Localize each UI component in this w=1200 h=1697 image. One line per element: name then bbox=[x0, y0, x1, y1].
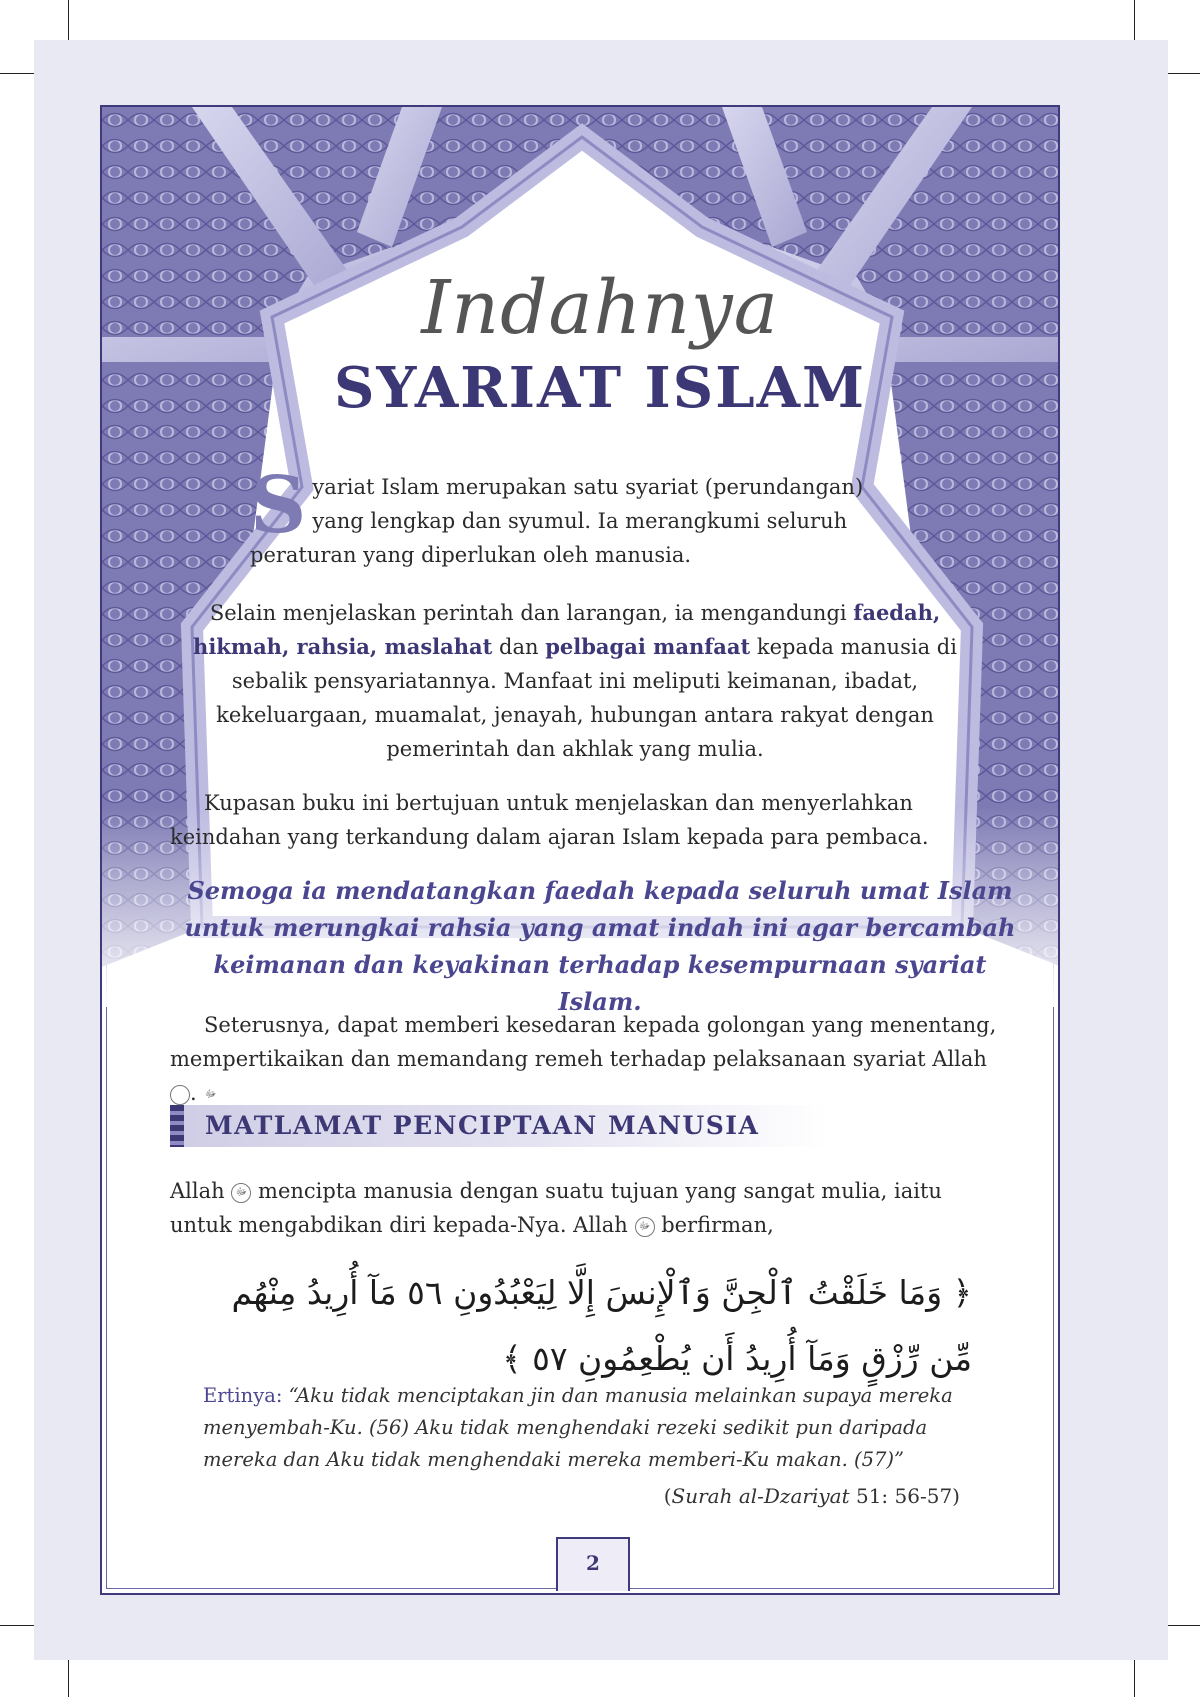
crop-mark bbox=[1134, 0, 1135, 40]
source-ref: 51: 56-57) bbox=[849, 1484, 960, 1508]
paragraph-purpose bbox=[170, 786, 1000, 854]
allah-honorific-icon: ﷻ bbox=[231, 1183, 251, 1203]
section-heading: MATLAMAT PENCIPTAAN MANUSIA bbox=[205, 1111, 760, 1140]
paragraph-benefits-mid: dan bbox=[499, 635, 539, 659]
paragraph-creation-a: Allah bbox=[170, 1179, 225, 1203]
crop-mark bbox=[68, 1657, 69, 1697]
page-title-main: SYARIAT ISLAM bbox=[333, 355, 867, 421]
crop-mark bbox=[1134, 1657, 1135, 1697]
translation-label: Ertinya: bbox=[203, 1384, 283, 1407]
paragraph-benefits-after: kepada manusia di sebalik pensyariatannya. Manfaat ini meliputi keimanan, ibadat, kekeluargaan, muamalat, jenayah, hubungan antara rakyat dengan pemerintah dan akhlak yang mulia. bbox=[216, 635, 957, 761]
verse-source bbox=[664, 1484, 960, 1508]
drop-cap: S bbox=[250, 460, 307, 551]
section-heading-marker bbox=[170, 1105, 184, 1147]
highlight-manfaat: pelbagai manfaat bbox=[545, 634, 751, 659]
crop-mark bbox=[68, 0, 69, 40]
intro-paragraph bbox=[250, 460, 910, 572]
paragraph-benefits bbox=[190, 596, 960, 766]
paragraph-purpose-text: Kupasan buku ini bertujuan untuk menjelaskan dan menyerlahkan keindahan yang terkandung dalam ajaran Islam kepada para pembaca. bbox=[170, 791, 929, 849]
paragraph-creation-b: mencipta manusia dengan suatu tujuan yang sangat mulia, iaitu untuk mengabdikan diri kepada-Nya. Allah bbox=[170, 1179, 942, 1237]
page-title-script: Indahnya bbox=[421, 265, 779, 351]
highlight-quote: Semoga ia mendatangkan faedah kepada seluruh umat Islam untuk merungkai rahsia yang amat indah ini agar bercambah keimanan dan keyakinan terhadap kesempurnaan syariat Islam. bbox=[184, 876, 1016, 1016]
paragraph-awareness bbox=[170, 1008, 1010, 1110]
verse-translation bbox=[203, 1380, 963, 1476]
translation-text: “Aku tidak menciptakan jin dan manusia melainkan supaya mereka menyembah-Ku. (56) Aku tidak menghendaki rezeki sedikit pun daripada mereka dan Aku tidak menghendaki mereka memberi-Ku makan. (57)” bbox=[203, 1384, 953, 1471]
source-surah: Surah al-Dzariyat bbox=[671, 1484, 850, 1508]
quran-verse-arabic: ﴿ وَمَا خَلَقْتُ ٱلْجِنَّ وَٱلْإِنسَ إِلَّا لِيَعْبُدُونِ ٥٦ مَآ أُرِيدُ مِنْهُم مِّن رِّزْقٍ وَمَآ أُرِيدُ أَن يُطْعِمُونِ ٥٧ ﴾ bbox=[231, 1273, 972, 1378]
paragraph-benefits-before: Selain menjelaskan perintah dan larangan, ia mengandungi bbox=[209, 601, 847, 625]
allah-honorific-icon: ﷻ bbox=[635, 1217, 655, 1237]
paragraph-awareness-end: . bbox=[190, 1081, 197, 1105]
paragraph-creation bbox=[170, 1174, 1010, 1242]
paragraph-creation-c: berfirman, bbox=[661, 1213, 774, 1237]
highlight-benefits: faedah, hikmah, rahsia, maslahat bbox=[193, 600, 941, 659]
intro-text: yariat Islam merupakan satu syariat (perundangan) yang lengkap dan syumul. Ia merangkumi seluruh peraturan yang diperlukan oleh manusia. bbox=[250, 475, 864, 567]
page-number: 2 bbox=[586, 1551, 600, 1575]
allah-honorific-icon: ﷻ bbox=[170, 1085, 190, 1105]
source-open: ( bbox=[663, 1484, 672, 1508]
page-number-box bbox=[556, 1537, 630, 1591]
paragraph-awareness-text: Seterusnya, dapat memberi kesedaran kepada golongan yang menentang, mempertikaikan dan memandang remeh terhadap pelaksanaan syariat Allah bbox=[170, 1013, 997, 1071]
